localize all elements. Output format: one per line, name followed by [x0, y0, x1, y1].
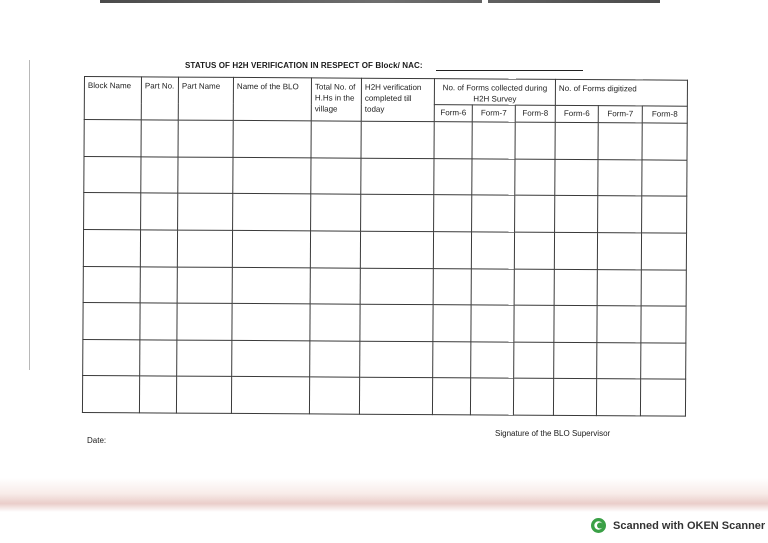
table-cell	[471, 342, 514, 379]
table-cell	[233, 120, 311, 157]
table-row	[83, 229, 686, 269]
table-cell	[471, 268, 514, 305]
header-h2h-completed: H2H verification completed till today	[361, 78, 434, 121]
table-cell	[232, 304, 310, 341]
table-cell	[140, 340, 177, 377]
scan-left-line	[29, 60, 30, 370]
table-cell	[554, 342, 597, 379]
table-cell	[359, 378, 432, 415]
header-part-no: Part No.	[141, 77, 178, 120]
table-cell	[434, 122, 472, 159]
table-cell	[472, 122, 515, 159]
table-cell	[177, 303, 232, 340]
table-cell	[84, 120, 141, 157]
table-cell	[514, 305, 554, 342]
table-cell	[309, 377, 359, 414]
header-forms-digitized: No. of Forms digitized	[555, 79, 687, 106]
table-cell	[513, 379, 553, 416]
table-row	[83, 339, 686, 379]
table-cell	[233, 194, 311, 231]
header-blo-name: Name of the BLO	[233, 77, 311, 120]
table-cell	[361, 158, 434, 195]
table-body	[82, 120, 687, 417]
table-cell	[555, 159, 598, 196]
table-cell	[554, 269, 597, 306]
table-cell	[360, 341, 433, 378]
table-cell	[178, 157, 233, 194]
table-cell	[232, 340, 310, 377]
table-row	[84, 156, 687, 196]
table-cell	[360, 268, 433, 305]
table-cell	[642, 123, 687, 160]
table-cell	[140, 303, 177, 340]
verification-table	[82, 76, 687, 417]
table-cell	[433, 268, 471, 305]
table-cell	[141, 156, 178, 193]
table-cell	[640, 379, 685, 416]
table-cell	[176, 376, 231, 413]
table-cell	[471, 305, 514, 342]
table-cell	[433, 305, 471, 342]
subheader-collected-form-8: Form-8	[515, 105, 555, 122]
table-cell	[472, 158, 515, 195]
table-cell	[177, 340, 232, 377]
table-cell	[360, 304, 433, 341]
table-cell	[233, 157, 311, 194]
table-cell	[178, 193, 233, 230]
scan-top-edge	[100, 0, 660, 3]
table-cell	[597, 233, 641, 270]
table-cell	[310, 231, 360, 268]
table-cell	[514, 342, 554, 379]
table-cell	[311, 121, 361, 158]
date-label: Date:	[87, 436, 107, 445]
table-cell	[641, 269, 686, 306]
table-cell	[514, 269, 554, 306]
table-cell	[598, 123, 642, 160]
subheader-digitized-form-7: Form-7	[598, 106, 642, 123]
table-cell	[177, 230, 232, 267]
table-cell	[433, 341, 471, 378]
header-part-name: Part Name	[178, 77, 233, 120]
table-cell	[433, 232, 471, 269]
table-cell	[311, 158, 361, 195]
table-cell	[641, 233, 686, 270]
table-cell	[434, 195, 472, 232]
header-block-name: Block Name	[84, 77, 141, 120]
table-cell	[471, 232, 514, 269]
table-cell	[597, 342, 641, 379]
table-cell	[361, 121, 434, 158]
table-cell	[84, 156, 141, 193]
table-cell	[641, 306, 686, 343]
table-cell	[432, 378, 470, 415]
table-cell	[515, 122, 555, 159]
table-cell	[83, 266, 140, 303]
table-cell	[311, 194, 361, 231]
table-cell	[598, 159, 642, 196]
table-cell	[310, 304, 360, 341]
table-row	[84, 193, 687, 233]
table-cell	[598, 196, 642, 233]
subheader-digitized-form-8: Form-8	[642, 106, 687, 123]
table-cell	[515, 195, 555, 232]
table-cell	[140, 266, 177, 303]
table-cell	[232, 230, 310, 267]
table-cell	[232, 267, 310, 304]
table-cell	[642, 196, 687, 233]
subheader-collected-form-7: Form-7	[472, 105, 515, 122]
table-cell	[597, 306, 641, 343]
subheader-collected-form-6: Form-6	[434, 105, 472, 122]
table-cell	[140, 230, 177, 267]
table-cell	[514, 232, 554, 269]
table-cell	[434, 158, 472, 195]
table-cell	[597, 269, 641, 306]
table-row	[83, 303, 686, 343]
scanner-watermark-text: Scanned with OKEN Scanner	[613, 519, 766, 532]
header-forms-collected: No. of Forms collected during H2H Survey	[434, 79, 555, 106]
table-cell	[555, 196, 598, 233]
table-cell	[141, 120, 178, 157]
table-cell	[555, 122, 598, 159]
table-cell	[515, 159, 555, 196]
table-cell	[642, 160, 687, 197]
table-cell	[470, 378, 513, 415]
table-cell	[360, 231, 433, 268]
subheader-digitized-form-6: Form-6	[555, 105, 598, 122]
table-cell	[84, 193, 141, 230]
signature-label: Signature of the BLO Supervisor	[495, 429, 611, 438]
table-cell	[472, 195, 515, 232]
header-total-hhs: Total No. of H.Hs in the village	[311, 78, 361, 121]
table-cell	[553, 379, 596, 416]
oken-scanner-logo-icon	[590, 517, 607, 534]
table-row	[84, 120, 687, 160]
table-cell	[83, 339, 140, 376]
table-row	[82, 376, 685, 416]
scanner-watermark	[590, 517, 765, 534]
table-cell	[596, 379, 640, 416]
table-cell	[83, 229, 140, 266]
scan-bottom-shadow	[0, 478, 768, 512]
table-cell	[554, 232, 597, 269]
table-cell	[83, 303, 140, 340]
table-cell	[82, 376, 139, 413]
block-nac-blank-line	[436, 70, 583, 71]
table-cell	[361, 194, 434, 231]
form-title: STATUS OF H2H VERIFICATION IN RESPECT OF Block/ NAC:	[185, 61, 423, 70]
table-cell	[554, 306, 597, 343]
table-cell	[178, 120, 233, 157]
table-cell	[310, 267, 360, 304]
table-cell	[141, 193, 178, 230]
table-cell	[177, 267, 232, 304]
table-cell	[139, 376, 176, 413]
table-row	[83, 266, 686, 306]
table-cell	[641, 343, 686, 380]
table-cell	[310, 341, 360, 378]
table-cell	[231, 377, 309, 414]
